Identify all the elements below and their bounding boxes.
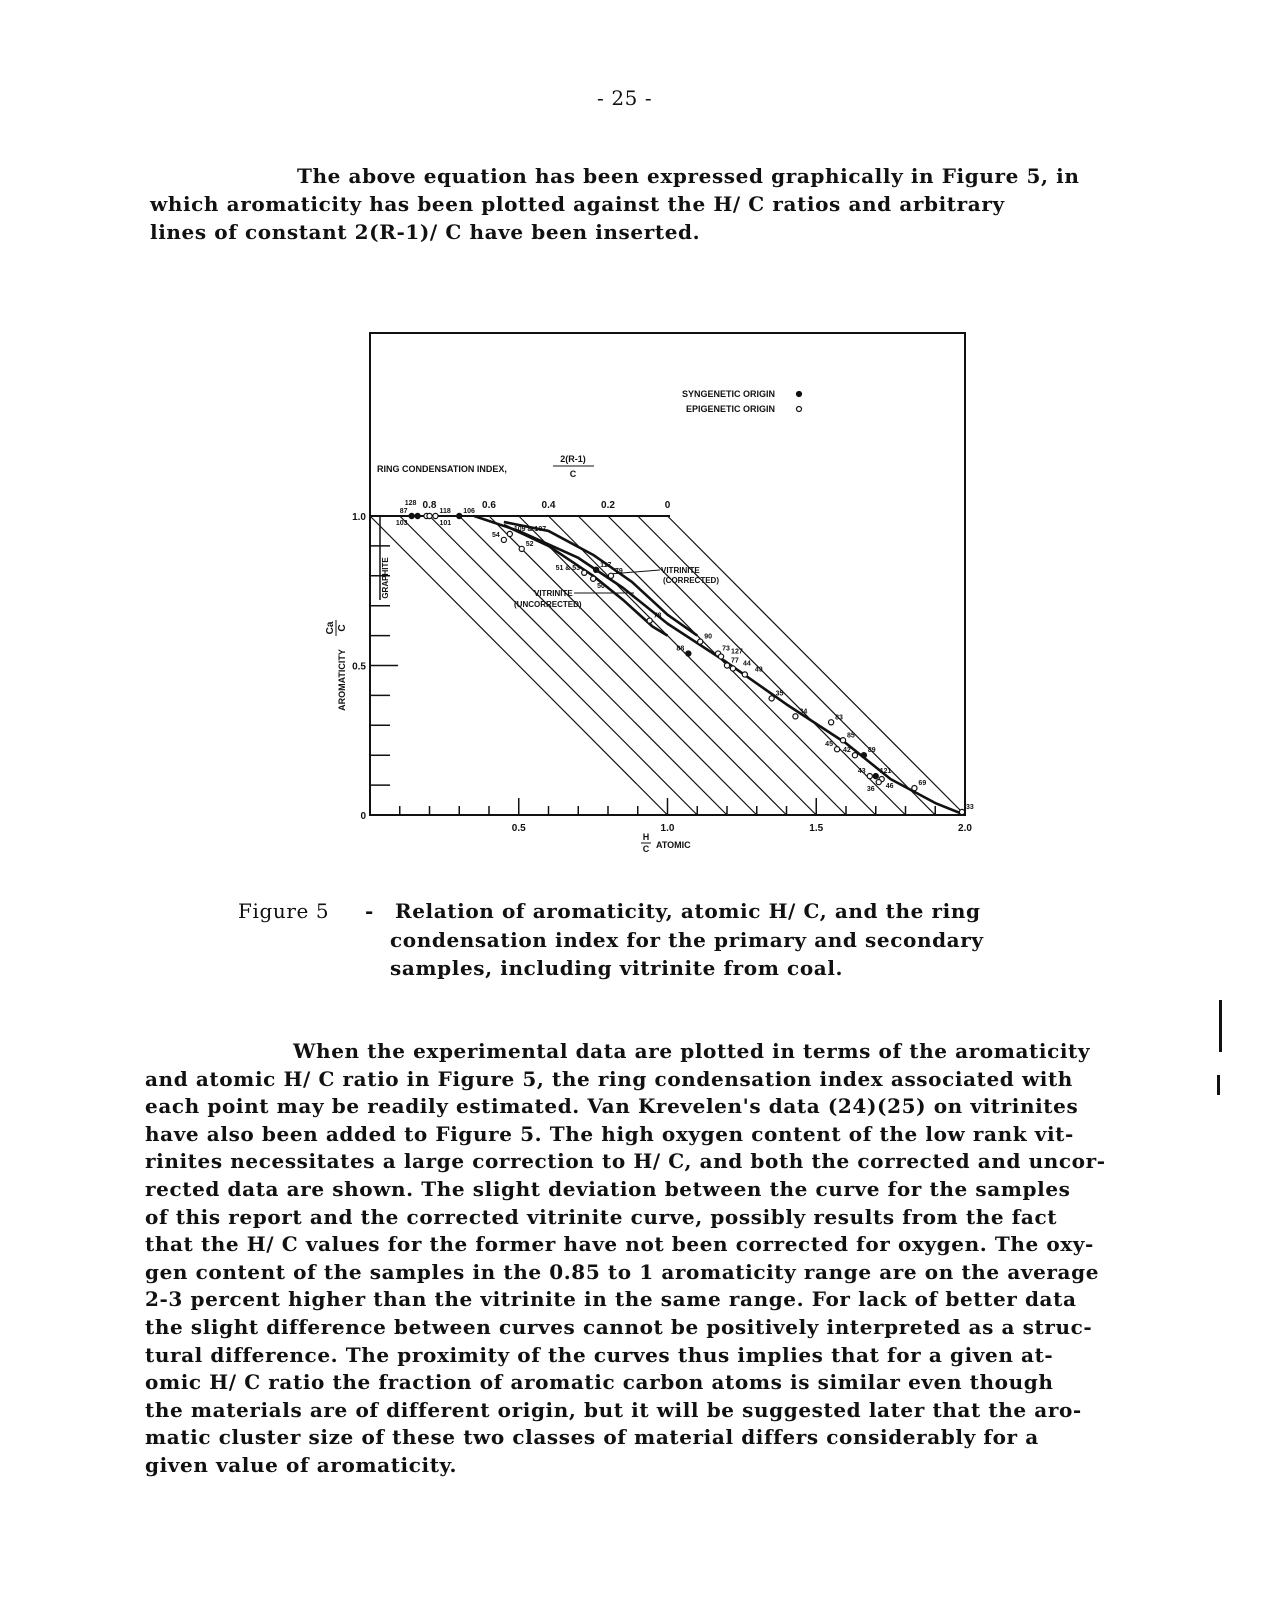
data-point-label: 89 bbox=[867, 747, 876, 755]
data-point-label: 109 & 107 bbox=[513, 525, 547, 533]
x-label-num: H bbox=[642, 832, 650, 842]
text-line: rinites necessitates a large correction to H/ C, and both the corrected and uncor- bbox=[145, 1149, 1106, 1174]
data-point-epigenetic bbox=[724, 663, 729, 668]
data-point-epigenetic bbox=[608, 573, 613, 578]
data-point-epigenetic bbox=[876, 780, 881, 785]
data-point-label: 34 bbox=[799, 708, 808, 716]
text-line: tural difference. The proximity of the curves thus implies that for a given at- bbox=[145, 1342, 1054, 1367]
data-point-label: 88 bbox=[676, 645, 685, 653]
ring-index-value-label: 0.2 bbox=[601, 500, 615, 511]
text-line: gen content of the samples in the 0.85 to 1 aromaticity range are on the average bbox=[145, 1259, 1100, 1284]
data-point-label: 45 bbox=[825, 741, 833, 749]
data-point-label: 46 bbox=[885, 783, 894, 791]
data-point-epigenetic bbox=[829, 720, 834, 725]
data-point-epigenetic bbox=[852, 753, 857, 758]
data-point-syngenetic bbox=[873, 774, 878, 779]
data-point-label: 87 bbox=[399, 508, 408, 515]
data-point-label: 43 bbox=[857, 768, 866, 776]
text-line: The above equation has been expressed graphically in Figure 5, in bbox=[297, 164, 1080, 188]
legend-label: EPIGENETIC ORIGIN bbox=[685, 404, 775, 414]
data-point-label: 77 bbox=[731, 657, 739, 665]
data-point-syngenetic bbox=[415, 513, 420, 518]
data-point-label: 85 bbox=[847, 732, 855, 740]
data-point-epigenetic bbox=[742, 672, 747, 677]
y-tick-label: 1.0 bbox=[352, 512, 366, 523]
vitrinite-uncorrected-label-2: (UNCORRECTED) bbox=[514, 600, 582, 609]
data-point-label: 52 bbox=[525, 540, 534, 548]
text-line: given value of aromaticity. bbox=[145, 1453, 458, 1477]
data-point-epigenetic bbox=[793, 714, 798, 719]
data-point-label: 127 bbox=[731, 648, 743, 656]
caption-label: Figure 5 bbox=[238, 899, 330, 923]
data-point-label: 50 bbox=[597, 582, 605, 590]
vitrinite-uncorrected-label-1: VITRINITE bbox=[534, 589, 573, 598]
data-point-syngenetic bbox=[457, 513, 462, 518]
data-point-label: 78 bbox=[653, 612, 662, 620]
ring-index-label: RING CONDENSATION INDEX, bbox=[377, 464, 507, 474]
data-point-label: 90 bbox=[704, 633, 713, 641]
scan-edge-mark bbox=[1217, 1075, 1220, 1095]
x-label: ATOMIC bbox=[656, 840, 691, 850]
ring-index-frac-num: 2(R-1) bbox=[560, 454, 586, 464]
data-point-label: 117 bbox=[600, 561, 612, 569]
data-point-label: 54 bbox=[491, 531, 500, 539]
x-tick-label: 0.5 bbox=[511, 823, 526, 834]
x-label-den: C bbox=[642, 844, 650, 854]
legend-label: SYNGENETIC ORIGIN bbox=[681, 389, 775, 399]
graphite-label: GRAPHITE bbox=[381, 557, 390, 599]
ring-index-line bbox=[489, 516, 787, 815]
ring-index-line bbox=[549, 516, 847, 815]
y-label: AROMATICITY bbox=[337, 649, 347, 711]
data-point-label: 36 bbox=[866, 786, 875, 794]
x-tick-label: 1.0 bbox=[660, 823, 675, 834]
ring-index-value-label: 0 bbox=[664, 500, 671, 511]
data-point-label: 33 bbox=[966, 804, 974, 812]
text-line: each point may be readily estimated. Van Krevelen's data (24)(25) on vitrinites bbox=[145, 1094, 1079, 1119]
data-point-epigenetic bbox=[501, 537, 506, 542]
text-line: and atomic H/ C ratio in Figure 5, the ring condensation index associated with bbox=[145, 1066, 1073, 1091]
data-point-epigenetic bbox=[519, 546, 524, 551]
ring-index-frac-den: C bbox=[569, 469, 577, 479]
data-point-label: 83 bbox=[835, 714, 843, 722]
data-point-label: 49 bbox=[754, 666, 763, 674]
data-point-epigenetic bbox=[840, 738, 845, 743]
scan-edge-mark bbox=[1219, 1000, 1222, 1052]
data-point-label: 51 & 53 bbox=[555, 564, 581, 572]
data-point-epigenetic bbox=[769, 696, 774, 701]
text-line: that the H/ C values for the former have not been corrected for oxygen. The oxy- bbox=[145, 1232, 1094, 1257]
ring-index-value-label: 0.4 bbox=[541, 500, 556, 511]
text-line: omic H/ C ratio the fraction of aromatic carbon atoms is similar even though bbox=[145, 1370, 1054, 1395]
data-point-epigenetic bbox=[912, 785, 917, 790]
data-point-epigenetic bbox=[834, 747, 839, 752]
y-tick-label: 0.5 bbox=[352, 661, 366, 673]
data-point-syngenetic bbox=[409, 513, 414, 518]
y-label-num: Ca bbox=[325, 621, 336, 635]
text-line: have also been added to Figure 5. The high oxygen content of the low rank vit- bbox=[145, 1121, 1074, 1146]
data-point-label: 118 bbox=[439, 508, 451, 515]
data-point-epigenetic bbox=[647, 618, 652, 623]
vitrinite-corrected-label-1: VITRINITE bbox=[661, 566, 700, 575]
ring-index-line bbox=[519, 516, 817, 815]
data-point-epigenetic bbox=[507, 531, 512, 536]
data-point-label: 79 bbox=[614, 567, 623, 575]
data-point-syngenetic bbox=[861, 753, 866, 758]
data-point-label: 128 bbox=[404, 500, 417, 507]
data-point-label: 69 bbox=[918, 780, 927, 788]
y-tick-label: 0 bbox=[360, 811, 366, 822]
data-point-epigenetic bbox=[582, 570, 587, 575]
data-point-epigenetic bbox=[427, 513, 432, 518]
data-point-label: 106 bbox=[463, 508, 475, 515]
x-tick-label: 1.5 bbox=[809, 823, 824, 834]
data-point-label: 44 bbox=[742, 660, 751, 668]
caption-line: condensation index for the primary and secondary bbox=[390, 928, 984, 952]
data-point-epigenetic bbox=[730, 666, 735, 671]
data-point-epigenetic bbox=[959, 809, 964, 814]
data-point-epigenetic bbox=[867, 774, 872, 779]
data-point-label: 103 bbox=[395, 520, 408, 527]
text-line: which aromaticity has been plotted against the H/ C ratios and arbitrary bbox=[150, 192, 1005, 216]
text-line: matic cluster size of these two classes of material differs considerably for a bbox=[145, 1425, 1039, 1450]
caption-line: samples, including vitrinite from coal. bbox=[390, 956, 844, 980]
data-point-epigenetic bbox=[433, 513, 438, 518]
text-line: rected data are shown. The slight deviation between the curve for the samples bbox=[145, 1177, 1071, 1201]
text-line: When the experimental data are plotted in terms of the aromaticity bbox=[293, 1039, 1091, 1063]
vitrinite-corrected-label-2: (CORRECTED) bbox=[663, 576, 719, 585]
text-line: the slight difference between curves cannot be positively interpreted as a struc- bbox=[145, 1315, 1093, 1339]
data-point-label: 35 bbox=[775, 690, 784, 698]
x-tick-label: 2.0 bbox=[958, 823, 972, 834]
data-point-syngenetic bbox=[594, 567, 599, 572]
text-line: the materials are of different origin, but it will be suggested later that the aro- bbox=[145, 1397, 1082, 1422]
ring-index-value-label: 0.6 bbox=[482, 500, 496, 511]
data-point-label: 73 bbox=[722, 645, 730, 653]
data-point-epigenetic bbox=[591, 576, 596, 581]
data-point-label: 121 bbox=[879, 768, 892, 776]
data-point-label: 42 bbox=[843, 747, 851, 755]
legend-marker-filled bbox=[797, 392, 802, 397]
caption-line: Relation of aromaticity, atomic H/ C, and the ring bbox=[395, 899, 981, 923]
text-line: of this report and the corrected vitrinite curve, possibly results from the fact bbox=[145, 1204, 1058, 1229]
caption-dash: - bbox=[365, 899, 374, 923]
data-point-label: 101 bbox=[439, 520, 452, 527]
ring-index-value-label: 0.8 bbox=[422, 500, 437, 511]
data-point-epigenetic bbox=[718, 654, 723, 659]
data-point-epigenetic bbox=[698, 639, 703, 644]
data-point-syngenetic bbox=[686, 651, 691, 656]
legend-marker-open bbox=[797, 407, 802, 412]
page-number: - 25 - bbox=[597, 86, 653, 110]
y-label-den: C bbox=[337, 624, 348, 632]
text-line: 2-3 percent higher than the vitrinite in the same range. For lack of better data bbox=[145, 1287, 1077, 1312]
text-line: lines of constant 2(R-1)/ C have been inserted. bbox=[150, 220, 701, 244]
